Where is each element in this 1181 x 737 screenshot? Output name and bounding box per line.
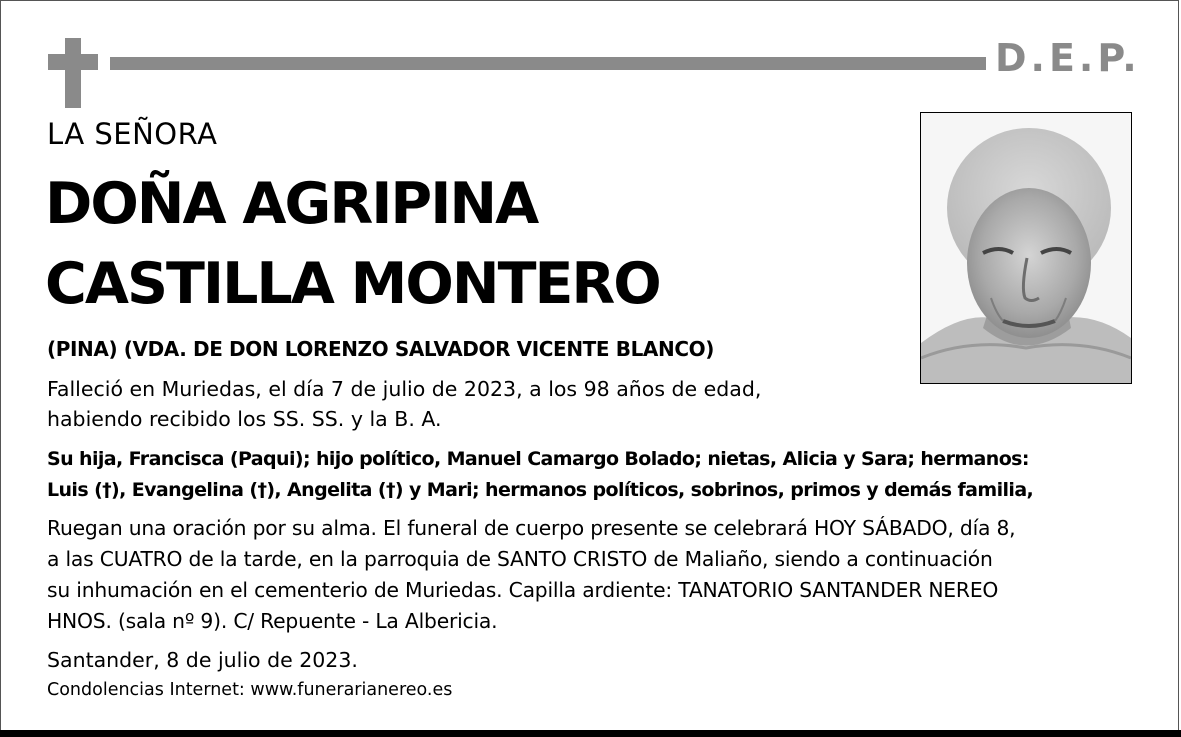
alias-and-widow: (PINA) (VDA. DE DON LORENZO SALVADOR VICENTE BLANCO): [47, 337, 714, 361]
funeral-line: Ruegan una oración por su alma. El funeral de cuerpo presente se celebrará HOY SÁBADO, día 8,: [47, 516, 1016, 540]
funeral-line: a las CUATRO de la tarde, en la parroquia de SANTO CRISTO de Maliaño, siendo a continuación: [47, 547, 993, 571]
death-line: Falleció en Muriedas, el día 7 de julio de 2023, a los 98 años de edad,: [47, 377, 762, 401]
dep-label: D.E.P.: [995, 36, 1141, 80]
header-rule: [110, 57, 986, 70]
family-members: [47, 444, 1033, 506]
cross-icon: [48, 38, 98, 108]
funeral-line: HNOS. (sala nº 9). C/ Repuente - La Albericia.: [47, 609, 498, 633]
condolences-website: Condolencias Internet: www.funerarianereo.es: [47, 680, 453, 700]
death-details: [47, 374, 761, 434]
deceased-name-line1: DOÑA AGRIPINA: [45, 171, 538, 237]
funeral-details: [47, 513, 1015, 637]
family-line: Su hija, Francisca (Paqui); hijo político, Manuel Camargo Bolado; nietas, Alicia y Sara; hermanos:: [47, 448, 1029, 470]
bottom-rule: [0, 730, 1181, 737]
place-and-date: Santander, 8 de julio de 2023.: [47, 648, 358, 672]
funeral-line: su inhumación en el cementerio de Muriedas. Capilla ardiente: TANATORIO SANTANDER NEREO: [47, 578, 999, 602]
death-line: habiendo recibido los SS. SS. y la B. A.: [47, 407, 442, 431]
portrait-photo: [920, 112, 1132, 384]
family-line: Luis (†), Evangelina (†), Angelita (†) y Mari; hermanos políticos, sobrinos, primos y demás familia,: [47, 479, 1034, 501]
salutation: LA SEÑORA: [47, 117, 218, 151]
deceased-name-line2: CASTILLA MONTERO: [45, 251, 660, 317]
